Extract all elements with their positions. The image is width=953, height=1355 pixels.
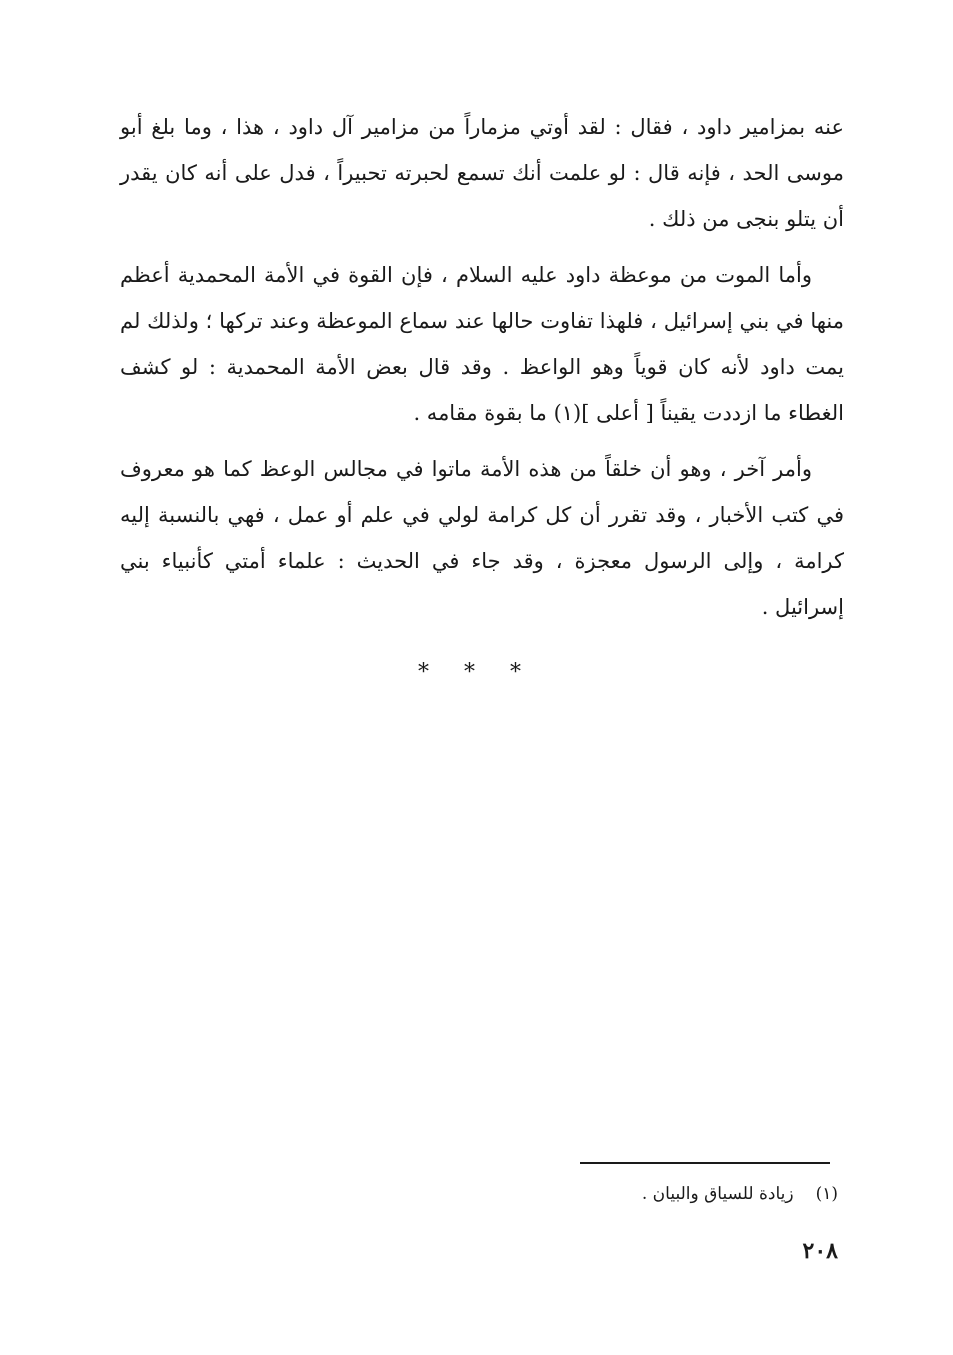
footnote-marker: (١)	[815, 1184, 838, 1204]
paragraph-2: وأما الموت من موعظة داود عليه السلام ، فإن القوة في الأمة المحمدية أعظم منها في بني إسرائيل ، فلهذا تفاوت حالها عند سماع الموعظة وعند تركها ؛ ولذلك لم يمت داود لأنه كان قوياً وهو الواعظ . وقد قال بعض الأمة المحمدية : لو كشف الغطاء ما ازددت يقيناً [ أعلى ](١) ما بقوة مقامه .	[120, 263, 844, 425]
page-number: ٢٠٨	[802, 1238, 838, 1264]
footnote-text: زيادة للسياق والبيان .	[641, 1184, 794, 1204]
section-separator: * * *	[418, 660, 535, 685]
body-text	[120, 104, 844, 640]
footnote-divider	[580, 1162, 830, 1164]
footnote	[400, 1180, 838, 1208]
paragraph-1: عنه بمزامير داود ، فقال : لقد أوتي مزماراً من مزامير آل داود ، هذا ، وما بلغ أبو موسى الحد ، فإنه قال : لو علمت أنك تسمع لحبرته تحبيراً ، فدل على أنه كان يقدر أن يتلو بنجى من ذلك .	[120, 115, 844, 231]
paragraph-3: وأمر آخر ، وهو أن خلقاً من هذه الأمة ماتوا في مجالس الوعظ كما هو معروف في كتب الأخبار ، وقد تقرر أن كل كرامة لولي في علم أو عمل ، فهي بالنسبة إليه كرامة ، وإلى الرسول معجزة ، وقد جاء في الحديث : علماء أمتي كأنبياء بني إسرائيل .	[120, 457, 844, 619]
